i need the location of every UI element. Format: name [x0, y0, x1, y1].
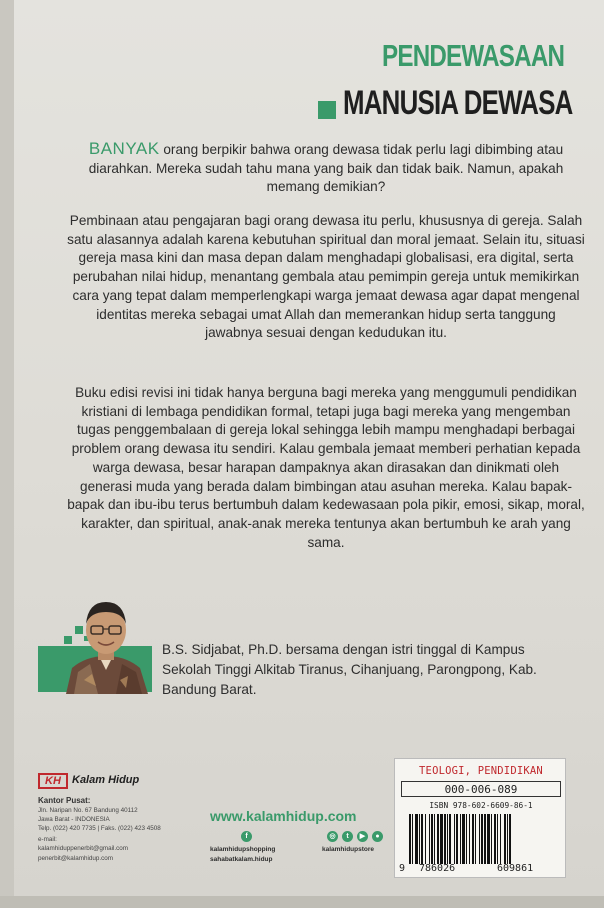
barcode-bar	[437, 814, 439, 864]
author-portrait-image	[56, 590, 156, 694]
social-label: kalamhidupstore	[322, 846, 375, 853]
barcode-bar	[469, 814, 470, 864]
facebook-icon: f	[241, 831, 252, 842]
barcode-bar	[421, 814, 423, 864]
title-accent-square	[318, 101, 336, 119]
barcode-bar	[431, 814, 433, 864]
website-link[interactable]: www.kalamhidup.com	[210, 808, 357, 824]
barcode-bar	[507, 814, 508, 864]
shop-icon: ●	[372, 831, 383, 842]
publisher-name: Kalam Hidup	[72, 774, 140, 786]
barcode-bar	[447, 814, 448, 864]
author-bio	[162, 640, 572, 700]
barcode-bar	[494, 814, 496, 864]
office-line: Jln. Naripan No. 67 Bandung 40112	[38, 807, 138, 814]
office-line: e-mail:	[38, 836, 57, 843]
office-title: Kantor Pusat:	[38, 796, 91, 805]
barcode-box	[394, 758, 566, 878]
category-label: TEOLOGI, PENDIDIKAN	[419, 765, 543, 777]
barcode-digit-group-2: 609861	[497, 863, 534, 874]
barcode-bar	[497, 814, 498, 864]
paragraph-3: Buku edisi revisi ini tidak hanya berguna bagi mereka yang menggumuli pendidikan kristiani di lembaga pendidikan formal, tetapi juga bagi mereka yang mengemban tugas penggembalaan di gereja lokal sehingga lebih mampu menghadapi berbagai problem orang dewasa itu sendiri. Kalau gembala jemaat memberi perhatian kepada warga dewasa, besar harapan dampaknya akan dirasakan dan dinikmati oleh generasi muda yang berada dalam bimbingan atau asuhan mereka. Kalau bapak-bapak dan ibu-ibu terus bertumbuh dalam kedewasaan pola pikir, emosi, sikap, moral, karakter, dan spiritual, anak-anak mereka tentunya akan bertumbuh ke arah yang sama.	[67, 385, 585, 550]
barcode-bar	[466, 814, 467, 864]
barcode-bar	[462, 814, 465, 864]
barcode-bar	[429, 814, 430, 864]
barcode-bar	[456, 814, 458, 864]
barcode-bar	[425, 814, 426, 864]
barcode-bar	[481, 814, 483, 864]
title-line-1: PENDEWASAAN	[382, 38, 565, 73]
paragraph-intro	[66, 140, 586, 197]
barcode-bar	[504, 814, 506, 864]
paragraph-lead-word: BANYAK	[88, 139, 160, 158]
office-line: Telp. (022) 420 7735 | Faks. (022) 423 4508	[38, 825, 161, 832]
social-label: sahabatkalam.hidup	[210, 856, 273, 863]
barcode-bar	[460, 814, 461, 864]
barcode-bar	[500, 814, 501, 864]
barcode-bar	[491, 814, 492, 864]
barcode-bar	[419, 814, 420, 864]
barcode-bar	[509, 814, 511, 864]
office-line: Jawa Barat - INDONESIA	[38, 816, 110, 823]
paragraph-2: Pembinaan atau pengajaran bagi orang dewasa itu perlu, khususnya di gereja. Salah satu alasannya adalah karena kebutuhan spiritual dan moral jemaat. Selain itu, situasi gereja masa kini dan masa depan dalam menghadapi globalisasi, era digital, serta perubahan nilai hidup, menantang gembala atau pemimpin gereja untuk memikirkan cara yang tepat dalam memperlengkapi warga jemaat dewasa agar dapat mengenal identitas mereka sebagai umat Allah dan memerankan hidup serta tanggung jawabnya sesuai dengan kedudukan itu.	[67, 213, 585, 341]
publisher-logo-icon: KH	[38, 773, 68, 789]
paragraph-intro-text: orang berpikir bahwa orang dewasa tidak perlu lagi dibimbing atau diarahkan. Mereka sudah tahu mana yang baik dan tidak baik. Namun, apakah memang demikian?	[88, 142, 564, 195]
office-line: penerbit@kalamhidup.com	[38, 855, 113, 862]
cover-edge-bottom	[0, 896, 604, 908]
barcode-bar	[479, 814, 480, 864]
author-bio-text: bersama dengan istri tinggal di Kampus Sekolah Tinggi Alkitab Tiranus, Cihanjuang, Parongpong, Kab. Bandung Barat.	[162, 642, 537, 697]
barcode-bar	[434, 814, 435, 864]
isbn-text: ISBN 978-602-6609-86-1	[429, 801, 533, 810]
office-line: kalamhiduppenerbit@gmail.com	[38, 845, 129, 852]
author-name: B.S. Sidjabat, Ph.D.	[162, 642, 283, 657]
barcode-bar	[472, 814, 474, 864]
author-photo	[56, 590, 156, 694]
barcode-bar	[412, 814, 413, 864]
instagram-icon: ◎	[327, 831, 338, 842]
barcode-digit-first: 9	[399, 863, 406, 874]
barcode-bar	[487, 814, 490, 864]
barcode-bar	[449, 814, 451, 864]
barcode-bar	[444, 814, 446, 864]
cover-edge	[0, 0, 14, 908]
barcode-bar	[415, 814, 418, 864]
twitter-icon: t	[342, 831, 353, 842]
barcode-bar	[454, 814, 455, 864]
youtube-icon: ▶	[357, 831, 368, 842]
barcode-bar	[484, 814, 486, 864]
title-line-2: MANUSIA DEWASA	[343, 84, 573, 122]
product-code: 000-006-089	[444, 783, 518, 796]
barcode-bars	[407, 814, 559, 864]
barcode-bar	[409, 814, 411, 864]
barcode-bar	[440, 814, 443, 864]
barcode-bar	[475, 814, 476, 864]
social-label: kalamhidupshopping	[210, 846, 276, 853]
barcode-digit-group-1: 786026	[419, 863, 456, 874]
